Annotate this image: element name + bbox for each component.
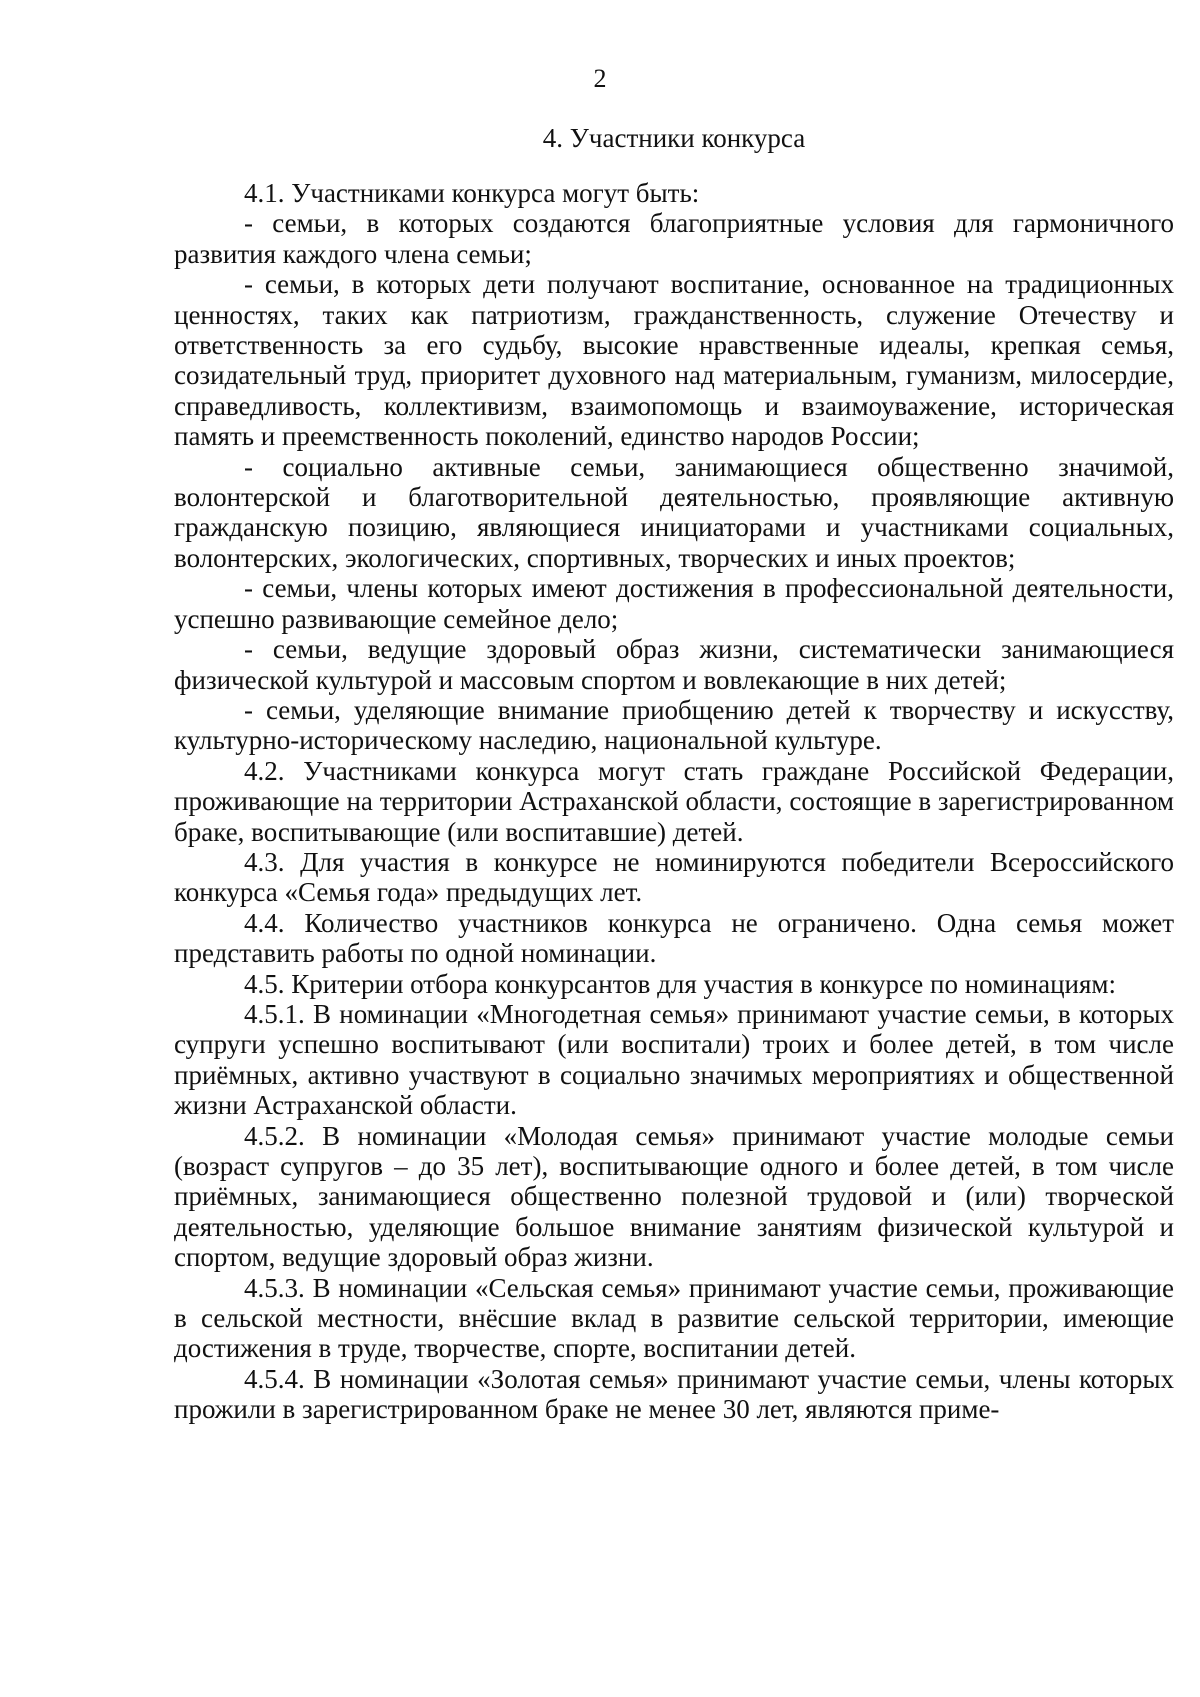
paragraph-4-3: 4.3. Для участия в конкурсе не номинируются победители Всероссийского конкурса «Семья года» предыдущих лет. (174, 846, 1174, 908)
paragraph-4-5-2: 4.5.2. В номинации «Молодая семья» принимают участие молодые семьи (возраст супругов – до 35 лет), воспитывающие одного и более детей, в том числе приёмных, занимающиеся общественно полезной трудовой и (или) творческой деятельностью, уделяющие большое внимание занятиям физической культурой и спортом, ведущие здоровый образ жизни. (174, 1120, 1174, 1273)
paragraph-4-5-3: 4.5.3. В номинации «Сельская семья» принимают участие семьи, проживающие в сельской местности, внёсшие вклад в развитие сельской территории, имеющие достижения в труде, творчестве, спорте, воспитании детей. (174, 1272, 1174, 1364)
paragraph-4-5: 4.5. Критерии отбора конкурсантов для участия в конкурсе по номинациям: (244, 968, 1117, 999)
section-title: 4. Участники конкурса (542, 123, 806, 153)
paragraph-list-item: - семьи, в которых дети получают воспитание, основанное на традиционных ценностях, таких как патриотизм, гражданственность, служение Отечеству и ответственность за его судьбу, высокие нравственные идеалы, крепкая семья, созидательный труд, приоритет духовного над материальным, гуманизм, милосердие, справедливость, коллективизм, взаимопомощь и взаимоуважение, историческая память и преемственность поколений, единство народов России; (174, 269, 1174, 452)
paragraph-list-item: - социально активные семьи, занимающиеся общественно значимой, волонтерской и благотворительной деятельностью, проявляющие активную гражданскую позицию, являющиеся инициаторами и участниками социальных, волонтерских, экологических, спортивных, творческих и иных проектов; (174, 451, 1174, 573)
paragraph-list-item: - семьи, члены которых имеют достижения в профессиональной деятельности, успешно развивающие семейное дело; (174, 573, 1174, 634)
paragraph-list-item: - семьи, уделяющие внимание приобщению детей к творчеству и искусству, культурно-историческому наследию, национальной культуре. (174, 694, 1174, 756)
paragraph-4-1: 4.1. Участниками конкурса могут быть: (244, 178, 700, 208)
paragraph-4-5-4: 4.5.4. В номинации «Золотая семья» принимают участие семьи, члены которых прожили в зарегистрированном браке не менее 30 лет, являются приме- (174, 1363, 1174, 1425)
paragraph-list-item: - семьи, в которых создаются благоприятные условия для гармоничного развития каждого члена семьи; (174, 208, 1174, 269)
paragraph-4-2: 4.2. Участниками конкурса могут стать граждане Российской Федерации, проживающие на территории Астраханской области, состоящие в зарегистрированном браке, воспитывающие (или воспитавшие) детей. (174, 755, 1174, 847)
page-number: 2 (593, 64, 607, 93)
paragraph-list-item: - семьи, ведущие здоровый образ жизни, систематически занимающиеся физической культурой и массовым спортом и вовлекающие в них детей; (174, 634, 1174, 695)
paragraph-4-4: 4.4. Количество участников конкурса не ограничено. Одна семья может представить работы по одной номинации. (174, 907, 1174, 969)
paragraph-4-5-1: 4.5.1. В номинации «Многодетная семья» принимают участие семьи, в которых супруги успешно воспитывают (или воспитали) троих и более детей, в том числе приёмных, активно участвуют в социально значимых мероприятиях и общественной жизни Астраханской области. (174, 998, 1174, 1121)
document-body (174, 178, 1174, 1425)
